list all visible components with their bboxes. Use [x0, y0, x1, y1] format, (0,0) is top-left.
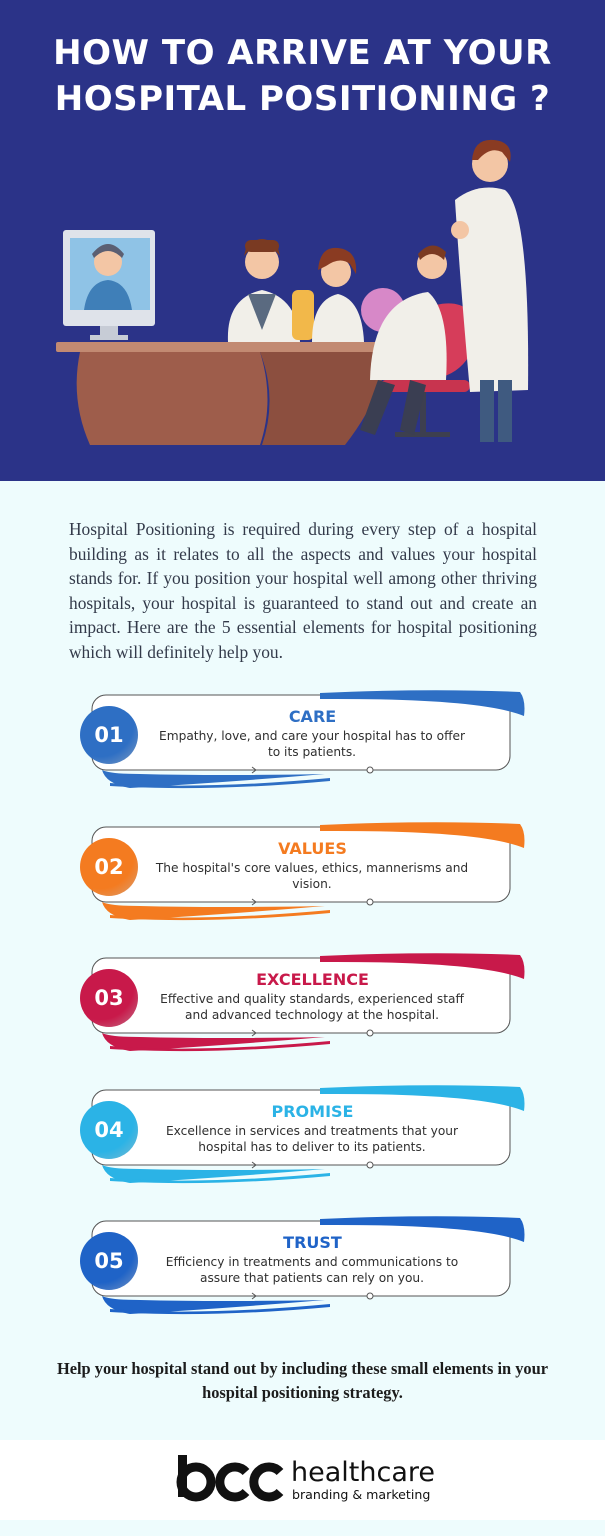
- chair-back: [292, 290, 314, 340]
- meeting-desk: [56, 342, 401, 445]
- card-description: Empathy, love, and care your hospital has to offer to its patients.: [159, 729, 465, 759]
- bcc-logo-icon: [176, 1455, 288, 1503]
- element-card-trust: [80, 1216, 530, 1321]
- doctor-seated-2: [312, 248, 364, 342]
- card-number-badge: 01: [80, 706, 138, 764]
- card-title: EXCELLENCE: [256, 970, 369, 989]
- footer: [0, 1440, 605, 1520]
- card-number-badge: 04: [80, 1101, 138, 1159]
- intro-paragraph: Hospital Positioning is required during every step of a hospital building as it relates to all the aspects and values your hospital stands for. If you position your hospital well among other thriving hospitals, your hospital is guaranteed to stand out and create an impact. Here are the 5 essential elements for hospital positioning which will definitely help you.: [69, 519, 537, 662]
- card-number-badge: 03: [80, 969, 138, 1027]
- closing-statement: Help your hospital stand out by including these small elements in your hospital positioning strategy.: [56, 1359, 549, 1402]
- card-title: TRUST: [283, 1233, 342, 1252]
- brand-word: healthcare: [291, 1457, 435, 1488]
- video-call-monitor: [63, 230, 155, 340]
- hero-illustration: [0, 130, 605, 460]
- card-title: VALUES: [278, 839, 347, 858]
- title-line-2: HOSPITAL POSITIONING ?: [54, 79, 551, 119]
- title-line-1: HOW TO ARRIVE AT YOUR: [53, 33, 552, 73]
- card-description: The hospital's core values, ethics, mannerisms and vision.: [155, 861, 469, 891]
- card-title: PROMISE: [271, 1102, 354, 1121]
- card-description: Efficiency in treatments and communications to assure that patients can rely on you.: [165, 1255, 459, 1285]
- doctor-standing: [451, 140, 528, 442]
- element-card-care: [80, 690, 530, 795]
- card-number-badge: 02: [80, 838, 138, 896]
- card-description: Excellence in services and treatments that your hospital has to deliver to its patients.: [165, 1124, 459, 1154]
- doctor-seated-1: [228, 239, 300, 342]
- hero-banner: [0, 0, 605, 481]
- card-title: CARE: [288, 707, 337, 726]
- element-card-excellence: [80, 953, 530, 1058]
- element-card-promise: [80, 1085, 530, 1190]
- page-title: [0, 30, 605, 122]
- card-number-badge: 05: [80, 1232, 138, 1290]
- element-card-values: [80, 822, 530, 927]
- brand-tagline: branding & marketing: [292, 1487, 431, 1502]
- card-description: Effective and quality standards, experienced staff and advanced technology at the hospital.: [160, 992, 464, 1022]
- doctor-seated-3: [360, 245, 447, 435]
